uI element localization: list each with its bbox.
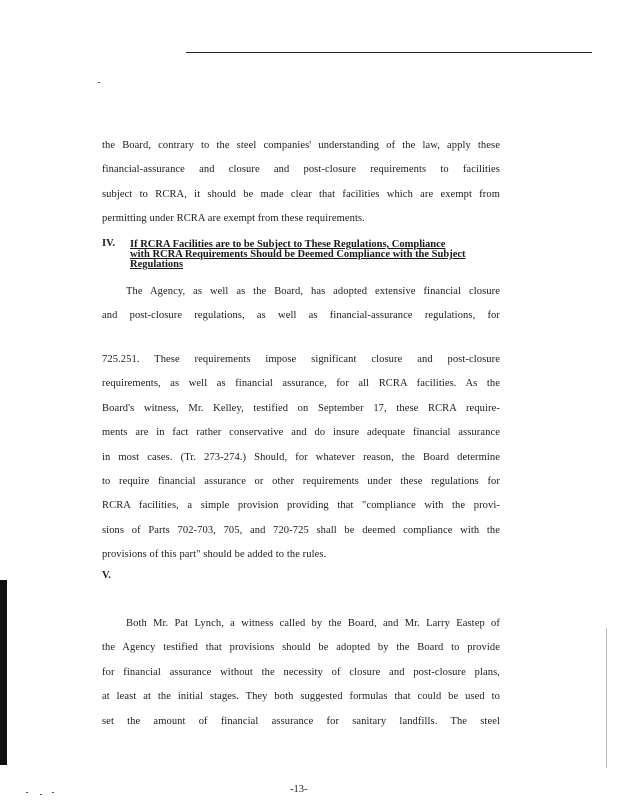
- top-rule: [186, 52, 592, 53]
- text-line: the Board, contrary to the steel companies' understanding of the law, apply these: [102, 140, 500, 151]
- text-line: set the amount of financial assurance for sanitary landfills. The steel: [102, 715, 500, 727]
- text-line: to require financial assurance or other requirements under these regulations for: [102, 476, 500, 488]
- paragraph-2: [102, 280, 500, 329]
- text-line: at least at the initial stages. They both suggested formulas that could be used to: [102, 691, 500, 703]
- section-iv-heading: [130, 240, 500, 270]
- scan-speck: [52, 792, 54, 793]
- text-line: subject to RCRA, it should be made clear that facilities which are exempt from: [102, 188, 500, 200]
- paragraph-4: [102, 612, 500, 734]
- scan-edge-line: [606, 628, 607, 768]
- text-line: Both Mr. Pat Lynch, a witness called by the Board, and Mr. Larry Eastep of: [126, 618, 500, 629]
- text-line: the Agency testified that provisions should be adopted by the Board to provide: [102, 642, 500, 654]
- page-number: -13-: [290, 784, 308, 795]
- scan-speck: [40, 794, 42, 795]
- text-line: financial-assurance and closure and post-closure requirements to facilities: [102, 164, 500, 176]
- text-line: ments are in fact rather conservative and do insure adequate financial assurance: [102, 427, 500, 439]
- text-line: provisions of this part" should be added to the rules.: [102, 549, 327, 561]
- heading-line: Regulations: [130, 259, 184, 270]
- paragraph-1: [102, 134, 500, 232]
- text-line: and post-closure regulations, as well as financial-assurance regulations, for: [102, 310, 500, 322]
- text-line: 725.251. These requirements impose significant closure and post-closure: [102, 354, 500, 365]
- heading-line: with RCRA Requirements Should be Deemed Compliance with the Subject: [130, 249, 466, 260]
- text-line: requirements, as well as financial assurance, for all RCRA facilities. As the: [102, 378, 500, 390]
- text-line: permitting under RCRA are exempt from these requirements.: [102, 213, 365, 225]
- scan-speck: [26, 792, 28, 793]
- text-line: RCRA facilities, a simple provision providing that "compliance with the provi-: [102, 500, 500, 512]
- text-line: sions of Parts 702-703, 705, and 720-725 shall be deemed compliance with the: [102, 524, 500, 536]
- scan-edge-bar: [0, 580, 7, 765]
- text-line: Board's witness, Mr. Kelley, testified on September 17, these RCRA require-: [102, 402, 500, 414]
- text-line: in most cases. (Tr. 273-274.) Should, for whatever reason, the Board determine: [102, 451, 500, 463]
- text-line: for financial assurance without the necessity of closure and post-closure plans,: [102, 666, 500, 678]
- paragraph-3: [102, 348, 500, 568]
- section-v-number: V.: [102, 570, 111, 581]
- scan-speck: [98, 82, 100, 83]
- heading-line: If RCRA Facilities are to be Subject to These Regulations, Compliance: [130, 239, 446, 250]
- section-iv-number: IV.: [102, 238, 115, 249]
- text-line: The Agency, as well as the Board, has adopted extensive financial closure: [126, 286, 500, 297]
